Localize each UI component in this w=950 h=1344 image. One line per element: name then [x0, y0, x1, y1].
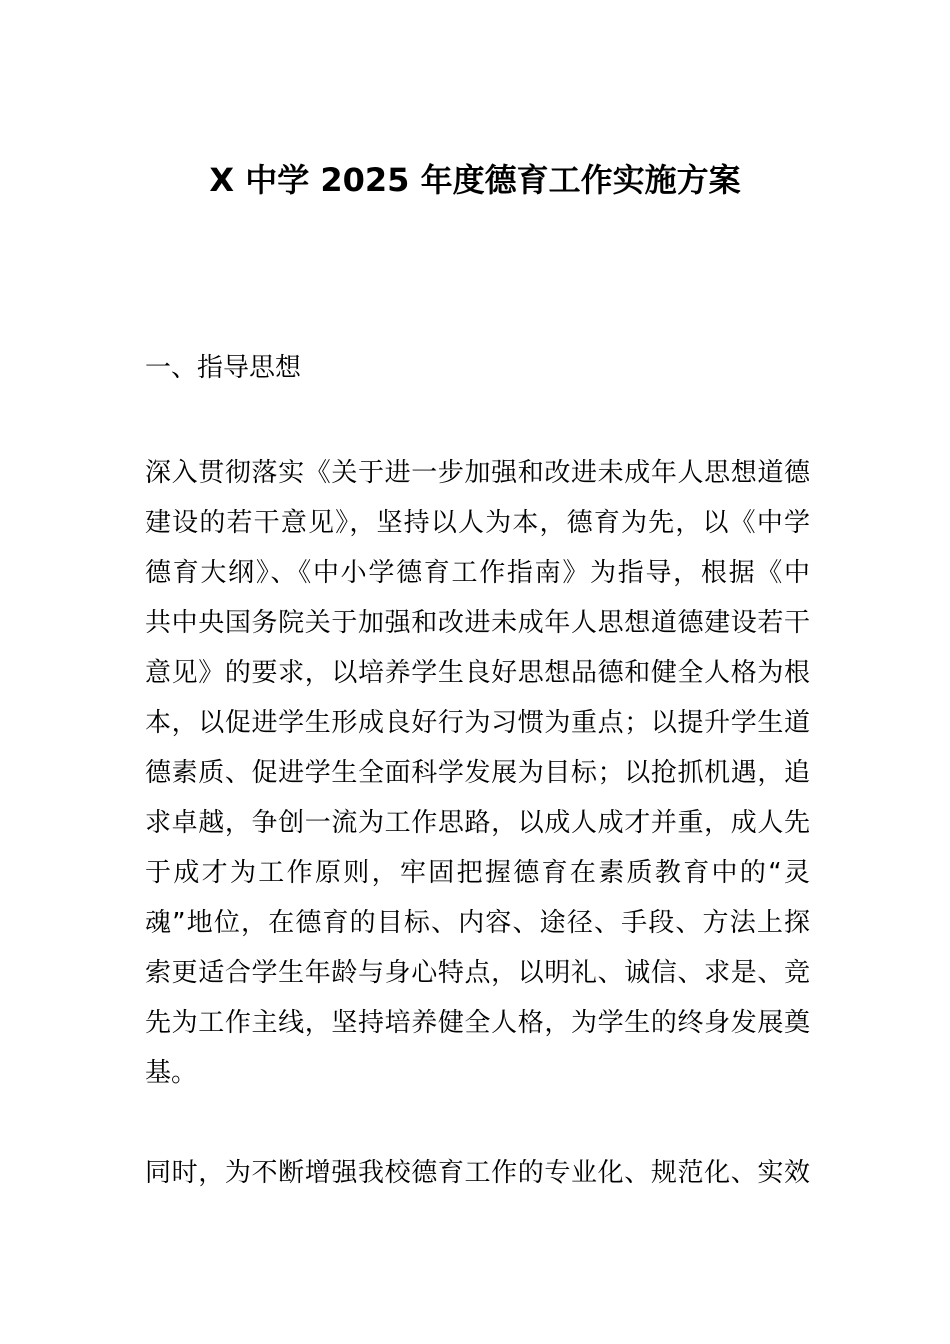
paragraph-line: 于成才为工作原则，牢固把握德育在素质教育中的“灵 — [145, 858, 810, 888]
paragraph-line: 先为工作主线，坚持培养健全人格，为学生的终身发展奠 — [145, 1008, 810, 1038]
document-title: X 中学 2025 年度德育工作实施方案 — [209, 161, 741, 199]
paragraph-line: 索更适合学生年龄与身心特点，以明礼、诚信、求是、竞 — [145, 958, 810, 988]
paragraph-line: 同时，为不断增强我校德育工作的专业化、规范化、实效 — [145, 1158, 810, 1188]
body-paragraph — [145, 448, 810, 1098]
paragraph-line: 深入贯彻落实《关于进一步加强和改进未成年人思想道德 — [145, 458, 810, 488]
paragraph-line: 德素质、促进学生全面科学发展为目标；以抢抓机遇，追 — [145, 758, 810, 788]
paragraph-line: 基。 — [145, 1058, 198, 1088]
paragraph-line: 德育大纲》、《中小学德育工作指南》为指导，根据《中 — [145, 558, 810, 588]
section-heading: 一、指导思想 — [145, 353, 302, 383]
paragraph-line: 建设的若干意见》，坚持以人为本，德育为先，以《中学 — [145, 508, 810, 538]
paragraph-line: 共中央国务院关于加强和改进未成年人思想道德建设若干 — [145, 608, 810, 638]
paragraph-line: 魂”地位，在德育的目标、内容、途径、手段、方法上探 — [145, 908, 810, 938]
paragraph-line: 意见》的要求，以培养学生良好思想品德和健全人格为根 — [145, 658, 810, 688]
paragraph-line: 求卓越，争创一流为工作思路，以成人成才并重，成人先 — [145, 808, 810, 838]
paragraph-line: 本，以促进学生形成良好行为习惯为重点；以提升学生道 — [145, 708, 810, 738]
body-paragraph — [145, 1148, 810, 1198]
